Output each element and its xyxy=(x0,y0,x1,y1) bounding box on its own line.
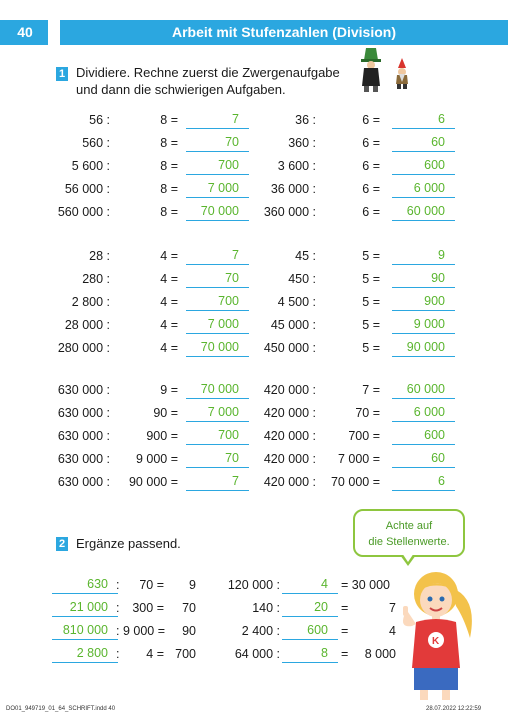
answer-left-value: 7 000 xyxy=(207,405,239,419)
hint-line-1: Achte auf xyxy=(385,520,433,532)
page-header xyxy=(0,0,508,46)
dividend-right: 420 000 : xyxy=(263,406,316,420)
answer-left[interactable] xyxy=(186,202,249,221)
divisor-left: 900 = xyxy=(146,429,178,443)
divisor-left: 8 = xyxy=(160,113,178,127)
answer-left-value: 70 xyxy=(225,135,239,149)
answer-right-value: 6 xyxy=(438,474,445,488)
divisor-right: 6 = xyxy=(362,113,380,127)
answer-right[interactable] xyxy=(392,472,455,491)
answer-left-value: 810 000 xyxy=(62,623,108,637)
answer-left[interactable] xyxy=(186,338,249,357)
divisor-right: 6 = xyxy=(362,159,380,173)
answer-left[interactable] xyxy=(186,403,249,422)
dividend-right: 450 000 : xyxy=(263,341,316,355)
answer-left-value: 70 000 xyxy=(200,340,239,354)
answer-right[interactable] xyxy=(392,156,455,175)
answer-left[interactable] xyxy=(52,575,118,594)
girl-illustration xyxy=(400,568,480,700)
divisor-left: 9 000 = xyxy=(135,452,178,466)
footer-file-info: DO01_949719_01_64_SCHRIFT.indd 40 xyxy=(6,706,116,712)
dividend-right: 140 : xyxy=(252,601,280,615)
dwarf-illustration xyxy=(358,46,414,96)
answer-right-value: 8 xyxy=(321,646,328,660)
answer-right[interactable] xyxy=(282,598,338,617)
dividend-left: 630 000 : xyxy=(57,406,110,420)
answer-right[interactable] xyxy=(392,292,455,311)
answer-left-value: 700 xyxy=(218,428,239,442)
operator-left: : 9 000 = xyxy=(116,624,165,638)
divisor-left: 4 = xyxy=(146,647,164,661)
answer-right[interactable] xyxy=(392,315,455,334)
answer-left-value: 700 xyxy=(218,294,239,308)
dividend-left: 630 000 : xyxy=(57,429,110,443)
dividend-left: 630 000 : xyxy=(57,383,110,397)
answer-left[interactable] xyxy=(186,156,249,175)
dividend-right: 36 : xyxy=(295,113,316,127)
divisor-right: 70 000 = xyxy=(330,475,380,489)
answer-left[interactable] xyxy=(186,269,249,288)
dividend-right: 120 000 : xyxy=(227,578,280,592)
answer-right-value: 600 xyxy=(424,158,445,172)
answer-left-value: 7 xyxy=(232,248,239,262)
divisor-right: 5 = xyxy=(362,318,380,332)
answer-left[interactable] xyxy=(52,621,118,640)
answer-right[interactable] xyxy=(392,133,455,152)
divisor-left: 4 = xyxy=(160,318,178,332)
operator-left: : xyxy=(116,601,120,615)
answer-left[interactable] xyxy=(186,179,249,198)
dividend-left: 630 000 : xyxy=(57,452,110,466)
hint-line-2: die Stellenwerte. xyxy=(368,536,450,548)
divisor-right: 70 = xyxy=(355,406,380,420)
answer-left-value: 70 xyxy=(225,271,239,285)
dividend-right: 450 : xyxy=(288,272,316,286)
divisor-left: 4 = xyxy=(160,341,178,355)
operator-left: : xyxy=(116,578,120,592)
page-number: 40 xyxy=(0,20,48,45)
result-right: 8 000 xyxy=(364,647,396,661)
answer-left[interactable] xyxy=(52,598,118,617)
answer-right[interactable] xyxy=(282,644,338,663)
answer-left-value: 700 xyxy=(218,158,239,172)
answer-right[interactable] xyxy=(392,426,455,445)
answer-right[interactable] xyxy=(392,179,455,198)
answer-left[interactable] xyxy=(186,110,249,129)
answer-right-value: 90 000 xyxy=(406,340,445,354)
divisor-left: 8 = xyxy=(160,205,178,219)
divisor-right: 5 = xyxy=(362,272,380,286)
answer-left-value: 7 xyxy=(232,112,239,126)
answer-right-value: 600 xyxy=(424,428,445,442)
answer-right[interactable] xyxy=(392,110,455,129)
divisor-left: 4 = xyxy=(160,295,178,309)
equals-right: = xyxy=(341,647,349,661)
divisor-left: 8 = xyxy=(160,182,178,196)
dividend-left: 56 : xyxy=(89,113,110,127)
dividend-right: 3 600 : xyxy=(277,159,316,173)
answer-left[interactable] xyxy=(186,246,249,265)
divisor-left: 4 = xyxy=(160,249,178,263)
divisor-left: 4 = xyxy=(160,272,178,286)
svg-text:K: K xyxy=(432,636,440,647)
dividend-right: 420 000 : xyxy=(263,429,316,443)
answer-right-value: 20 xyxy=(314,600,328,614)
answer-left-value: 7 000 xyxy=(207,181,239,195)
page-title: Arbeit mit Stufenzahlen (Division) xyxy=(60,20,508,45)
answer-right-value: 6 000 xyxy=(413,405,445,419)
dividend-left: 560 000 : xyxy=(57,205,110,219)
answer-right-value: 60 000 xyxy=(406,382,445,396)
answer-right-value: 60 xyxy=(431,451,445,465)
dividend-right: 64 000 : xyxy=(234,647,280,661)
dividend-left: 280 : xyxy=(82,272,110,286)
answer-right[interactable] xyxy=(282,621,338,640)
answer-left[interactable] xyxy=(186,292,249,311)
answer-right[interactable] xyxy=(392,449,455,468)
divisor-right: 6 = xyxy=(362,205,380,219)
answer-right-value: 9 xyxy=(438,248,445,262)
dividend-left: 56 000 : xyxy=(64,182,110,196)
dividend-left: 2 800 : xyxy=(71,295,110,309)
result-right: 4 xyxy=(389,624,396,638)
answer-right-value: 6 xyxy=(438,112,445,126)
dividend-right: 420 000 : xyxy=(263,452,316,466)
dividend-right: 45 000 : xyxy=(270,318,316,332)
dividend-right: 4 500 : xyxy=(277,295,316,309)
answer-left-value: 70 xyxy=(225,451,239,465)
answer-left[interactable] xyxy=(52,644,118,663)
answer-right-value: 6 000 xyxy=(413,181,445,195)
answer-left[interactable] xyxy=(186,449,249,468)
divisor-right: 7 = xyxy=(362,383,380,397)
answer-left[interactable] xyxy=(186,472,249,491)
answer-right-value: 90 xyxy=(431,271,445,285)
result-left: 70 xyxy=(182,601,196,615)
divisor-left: 70 = xyxy=(139,578,164,592)
answer-right-value: 600 xyxy=(307,623,328,637)
equals-right: = xyxy=(341,624,349,638)
answer-left[interactable] xyxy=(186,380,249,399)
dividend-left: 28 : xyxy=(89,249,110,263)
task-1-instruction-line-1: Dividiere. Rechne zuerst die Zwergenaufgabe xyxy=(76,65,340,80)
divisor-right: 7 000 = xyxy=(337,452,380,466)
result-left: 9 xyxy=(189,578,196,592)
divisor-right: 6 = xyxy=(362,136,380,150)
answer-right-value: 60 xyxy=(431,135,445,149)
divisor-right: 5 = xyxy=(362,295,380,309)
answer-right-value: 4 xyxy=(321,577,328,591)
dividend-right: 45 : xyxy=(295,249,316,263)
result-right: 7 xyxy=(389,601,396,615)
answer-left-value: 630 xyxy=(87,577,108,591)
answer-left-value: 21 000 xyxy=(69,600,108,614)
answer-left-value: 2 800 xyxy=(76,646,108,660)
task-2-instruction: Ergänze passend. xyxy=(76,536,181,551)
result-left: 90 xyxy=(182,624,196,638)
divisor-left: 9 = xyxy=(160,383,178,397)
equals-right: = 30 000 xyxy=(341,578,391,592)
speech-bubble-tail xyxy=(400,555,416,566)
dividend-right: 36 000 : xyxy=(270,182,316,196)
operator-left: : xyxy=(116,647,120,661)
answer-right[interactable] xyxy=(392,202,455,221)
answer-left-value: 70 000 xyxy=(200,204,239,218)
equals-right: = xyxy=(341,601,349,615)
answer-right-value: 9 000 xyxy=(413,317,445,331)
answer-left-value: 7 000 xyxy=(207,317,239,331)
dividend-right: 360 000 : xyxy=(263,205,316,219)
answer-left[interactable] xyxy=(186,315,249,334)
divisor-right: 5 = xyxy=(362,341,380,355)
task-1-instruction-line-2: und dann die schwierigen Aufgaben. xyxy=(76,82,286,97)
divisor-left: 90 = xyxy=(153,406,178,420)
answer-right[interactable] xyxy=(392,380,455,399)
answer-left[interactable] xyxy=(186,133,249,152)
task-1-badge: 1 xyxy=(56,67,68,81)
answer-left[interactable] xyxy=(186,426,249,445)
task-2-badge: 2 xyxy=(56,537,68,551)
answer-right-value: 60 000 xyxy=(406,204,445,218)
divisor-left: 300 = xyxy=(132,601,164,615)
dividend-right: 420 000 : xyxy=(263,475,316,489)
result-left: 700 xyxy=(175,647,196,661)
dividend-right: 360 : xyxy=(288,136,316,150)
dividend-left: 560 : xyxy=(82,136,110,150)
dividend-left: 630 000 : xyxy=(57,475,110,489)
divisor-left: 8 = xyxy=(160,159,178,173)
answer-left-value: 70 000 xyxy=(200,382,239,396)
hint-speech-bubble xyxy=(353,509,465,557)
footer-timestamp: 28.07.2022 12:22:59 xyxy=(426,706,482,712)
answer-right[interactable] xyxy=(282,575,338,594)
divisor-left: 90 000 = xyxy=(128,475,178,489)
answer-right[interactable] xyxy=(392,246,455,265)
answer-right[interactable] xyxy=(392,403,455,422)
divisor-right: 5 = xyxy=(362,249,380,263)
answer-left-value: 7 xyxy=(232,474,239,488)
answer-right[interactable] xyxy=(392,338,455,357)
answer-right[interactable] xyxy=(392,269,455,288)
dividend-left: 28 000 : xyxy=(64,318,110,332)
divisor-left: 8 = xyxy=(160,136,178,150)
answer-right-value: 900 xyxy=(424,294,445,308)
dividend-right: 2 400 : xyxy=(241,624,280,638)
dividend-right: 420 000 : xyxy=(263,383,316,397)
dividend-left: 280 000 : xyxy=(57,341,110,355)
divisor-right: 6 = xyxy=(362,182,380,196)
divisor-right: 700 = xyxy=(348,429,380,443)
dividend-left: 5 600 : xyxy=(71,159,110,173)
